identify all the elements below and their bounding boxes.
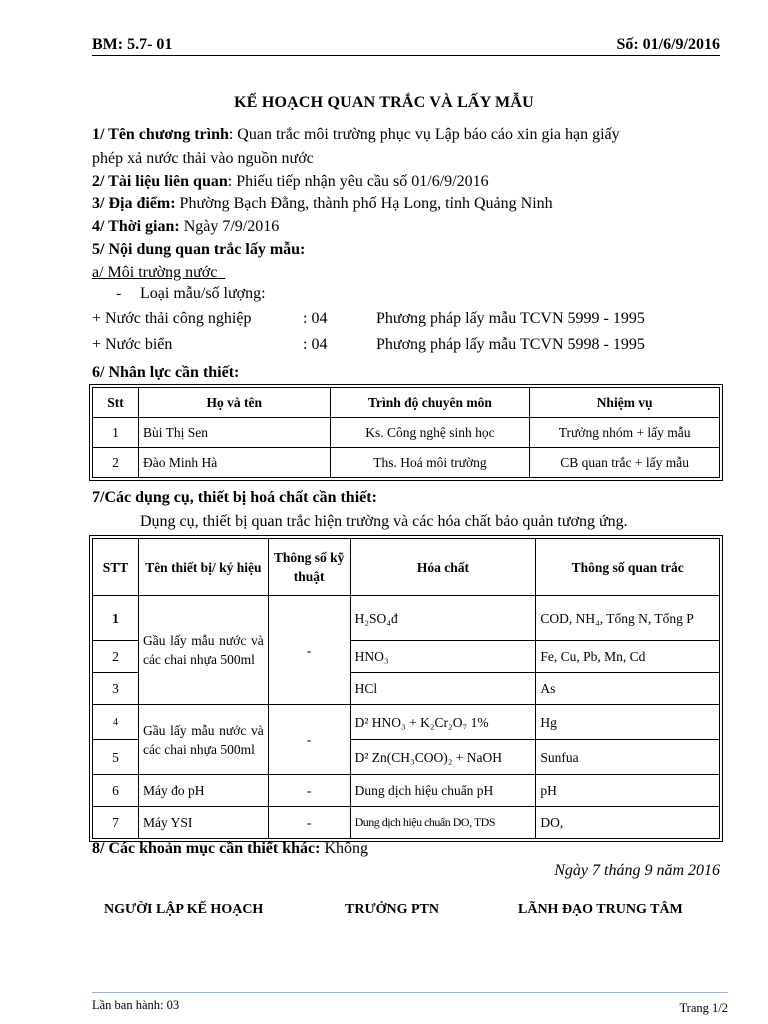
signature-center-director: LÃNH ĐẠO TRUNG TÂM	[518, 902, 683, 917]
section-docs	[92, 171, 489, 192]
equip-spec: -	[268, 775, 350, 807]
staff-table	[92, 387, 720, 478]
signature-lab-head: TRƯỞNG PTN	[345, 902, 439, 917]
col-stt: Stt	[93, 388, 139, 418]
signature-planner: NGƯỜI LẬP KẾ HOẠCH	[104, 902, 264, 917]
staff-name: Đào Minh Hà	[138, 448, 330, 478]
equip-params: Sunfua	[536, 740, 720, 775]
content-label: 5/ Nội dung quan trắc lấy mẫu:	[92, 241, 306, 258]
program-label: 1/ Tên chương trình	[92, 126, 229, 143]
docs-label: 2/ Tài liệu liên quan	[92, 173, 228, 190]
equip-params: pH	[536, 775, 720, 807]
sample-type-bullet: -	[116, 285, 122, 302]
staff-stt: 1	[93, 418, 139, 448]
staff-label: 6/ Nhân lực cần thiết:	[92, 364, 240, 381]
equip-params: Hg	[536, 705, 720, 740]
equip-params: As	[536, 673, 720, 705]
equip-stt: 1	[93, 596, 139, 641]
water-env-heading: a/ Môi trường nước	[92, 264, 218, 281]
equip-stt: 6	[93, 775, 139, 807]
equip-chemical: HNO₃	[350, 641, 536, 673]
equip-device: Máy đo pH	[138, 775, 268, 807]
col-stt: STT	[93, 539, 139, 596]
equip-spec: -	[268, 807, 350, 839]
equip-text: Dụng cụ, thiết bị quan trắc hiện trường và các hóa chất bảo quản tương ứng.	[140, 513, 628, 530]
program-text-1: : Quan trắc môi trường phục vụ Lập báo cáo xin gia hạn giấy	[228, 126, 620, 143]
equip-chemical: H₂SO₄đ	[350, 596, 536, 641]
col-params: Thông số quan trắc	[536, 539, 720, 596]
edition: Lần ban hành: 03	[92, 998, 180, 1012]
section-program	[92, 124, 720, 146]
time-text: Ngày 7/9/2016	[179, 218, 280, 235]
col-duty: Nhiệm vụ	[530, 388, 720, 418]
table-row	[93, 448, 720, 478]
equip-params: Fe, Cu, Pb, Mn, Cd	[536, 641, 720, 673]
table-row	[93, 705, 720, 740]
col-chemical: Hóa chất	[350, 539, 536, 596]
location-text: Phường Bạch Đằng, thành phố Hạ Long, tỉnh Quảng Ninh	[175, 195, 553, 212]
staff-header-row	[93, 388, 720, 418]
program-text-2: phép xả nước thải vào nguồn nước	[92, 150, 314, 167]
location-label: 3/ Địa điểm:	[92, 195, 176, 212]
sample-method-2: Phương pháp lấy mẫu TCVN 5998 - 1995	[376, 336, 645, 353]
other-text: Không	[320, 840, 369, 857]
table-row	[93, 596, 720, 641]
equip-label: 7/Các dụng cụ, thiết bị hoá chất cần thiết:	[92, 489, 377, 506]
col-name: Họ và tên	[138, 388, 330, 418]
sample-name-2: + Nước biển	[92, 336, 173, 353]
footer-rule	[92, 992, 728, 993]
section-location	[92, 193, 553, 214]
page-number: Trang 1/2	[679, 1001, 728, 1015]
equip-params: DO,	[536, 807, 720, 839]
equip-stt: 7	[93, 807, 139, 839]
equip-chemical: HCl	[350, 673, 536, 705]
staff-duty: Trưởng nhóm + lấy mẫu	[530, 418, 720, 448]
docs-text: : Phiếu tiếp nhận yêu cầu số 01/6/9/2016	[227, 173, 489, 190]
staff-stt: 2	[93, 448, 139, 478]
staff-name: Bùi Thị Sen	[138, 418, 330, 448]
equip-stt: 2	[93, 641, 139, 673]
col-spec: Thông số kỹ thuật	[268, 539, 350, 596]
equip-device-group-1: Gầu lấy mẫu nước và các chai nhựa 500ml	[138, 596, 268, 705]
equip-chemical: Dung dịch hiệu chuẩn pH	[350, 775, 536, 807]
table-row	[93, 418, 720, 448]
col-qualification: Trình độ chuyên môn	[330, 388, 530, 418]
header-rule	[92, 55, 720, 56]
table-row	[93, 775, 720, 807]
equip-spec-group-1: -	[268, 596, 350, 705]
staff-qualification: Ks. Công nghệ sinh học	[330, 418, 530, 448]
equip-chemical: Dung dịch hiệu chuẩn DO, TDS	[350, 807, 536, 839]
table-row	[93, 807, 720, 839]
sample-qty-2: : 04	[303, 336, 328, 353]
page-title: KẾ HOẠCH QUAN TRẮC VÀ LẤY MẪU	[234, 94, 534, 111]
sample-name-1: + Nước thải công nghiệp	[92, 310, 252, 327]
equip-device-group-2: Gầu lấy mẫu nước và các chai nhựa 500ml	[138, 705, 268, 775]
col-device: Tên thiết bị/ ký hiệu	[138, 539, 268, 596]
equip-stt: 3	[93, 673, 139, 705]
equip-params: COD, NH₄, Tổng N, Tổng P	[536, 596, 720, 641]
sample-method-1: Phương pháp lấy mẫu TCVN 5999 - 1995	[376, 310, 645, 327]
equip-stt: 5	[93, 740, 139, 775]
equip-header-row	[93, 539, 720, 596]
date-line: Ngày 7 tháng 9 năm 2016	[554, 862, 720, 879]
equip-stt: 4	[93, 705, 139, 740]
document-number: Số: 01/6/9/2016	[616, 36, 720, 53]
section-time	[92, 216, 279, 237]
sample-type: Loại mẫu/số lượng:	[140, 285, 266, 302]
equip-chemical: D² HNO₃ + K₂Cr₂O₇ 1%	[350, 705, 536, 740]
equip-device: Máy YSI	[138, 807, 268, 839]
staff-duty: CB quan trắc + lấy mẫu	[530, 448, 720, 478]
form-code: BM: 5.7- 01	[92, 36, 173, 53]
equipment-table	[92, 538, 720, 839]
other-label: 8/ Các khoản mục cần thiết khác:	[92, 840, 321, 857]
staff-qualification: Ths. Hoá môi trường	[330, 448, 530, 478]
equip-chemical: D² Zn(CH₃COO)₂ + NaOH	[350, 740, 536, 775]
time-label: 4/ Thời gian:	[92, 218, 180, 235]
sample-qty-1: : 04	[303, 310, 328, 327]
equip-spec-group-2: -	[268, 705, 350, 775]
section-other	[92, 838, 368, 859]
